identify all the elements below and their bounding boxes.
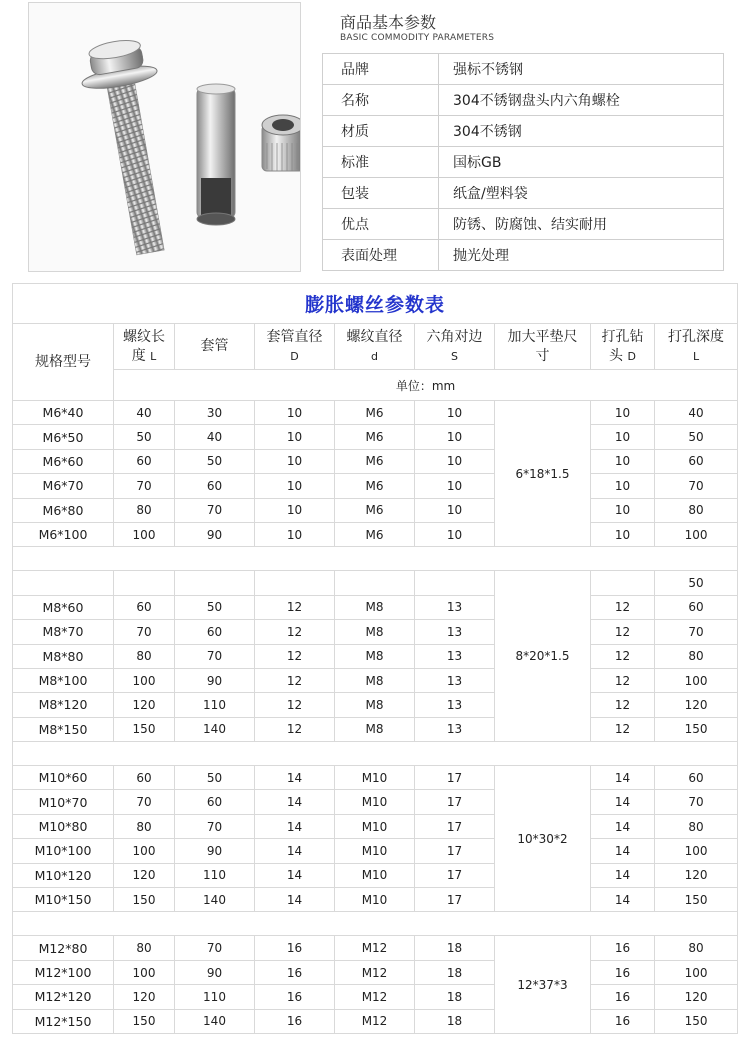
- header-hex: [415, 324, 495, 370]
- cell-model: M8*80: [13, 644, 114, 668]
- cell-depth: 150: [655, 1009, 738, 1033]
- cell-sleeve-diameter: 12: [255, 717, 335, 741]
- basic-params-table: [322, 53, 724, 271]
- cell-sleeve-diameter: 10: [255, 498, 335, 522]
- cell-model: M8*60: [13, 595, 114, 619]
- header-washer-line2: 寸: [535, 347, 550, 364]
- expansion-bolt-illustration: [29, 3, 301, 272]
- cell-thread-diameter: M6: [335, 449, 415, 473]
- param-key: 品牌: [323, 54, 439, 85]
- washer-size: 10*30*2: [495, 766, 591, 912]
- cell-model: M12*150: [13, 1009, 114, 1033]
- cell-thread-length: 70: [114, 620, 175, 644]
- header-hex-label: 六角对边: [426, 328, 483, 345]
- cell-hex: 10: [415, 522, 495, 546]
- param-row: [323, 116, 724, 147]
- param-value: 防锈、防腐蚀、结实耐用: [439, 209, 724, 240]
- cell-hex: 17: [415, 888, 495, 912]
- table-row: [13, 985, 738, 1009]
- cell-thread-diameter: M8: [335, 620, 415, 644]
- cell-hex: 10: [415, 401, 495, 425]
- cell-sleeve-diameter: 16: [255, 1009, 335, 1033]
- param-row: [323, 209, 724, 240]
- table-row: [13, 814, 738, 838]
- cell-model: M6*40: [13, 401, 114, 425]
- table-row: [13, 449, 738, 473]
- param-row: [323, 147, 724, 178]
- cell-thread-length: 150: [114, 1009, 175, 1033]
- cell-sleeve: 50: [175, 449, 255, 473]
- basic-params-subtitle: BASIC COMMODITY PARAMETERS: [340, 33, 495, 43]
- cell-thread-diameter: M12: [335, 936, 415, 960]
- cell-sleeve-diameter: 16: [255, 960, 335, 984]
- cell-sleeve-diameter: 14: [255, 814, 335, 838]
- cell-depth: 80: [655, 936, 738, 960]
- table-row: [13, 401, 738, 425]
- header-thread-diameter-unit: d: [371, 349, 378, 363]
- cell-hex: 17: [415, 766, 495, 790]
- cell-drill: 10: [591, 522, 655, 546]
- cell-model: M6*60: [13, 449, 114, 473]
- param-value: 强标不锈钢: [439, 54, 724, 85]
- table-row: [13, 766, 738, 790]
- cell-thread-length: 80: [114, 498, 175, 522]
- cell-sleeve-diameter: 12: [255, 644, 335, 668]
- cell-depth: 60: [655, 449, 738, 473]
- cell-hex: 17: [415, 863, 495, 887]
- cell-model: M6*100: [13, 522, 114, 546]
- cell-hex: 13: [415, 644, 495, 668]
- cell-sleeve-diameter: 12: [255, 595, 335, 619]
- param-key: 包装: [323, 178, 439, 209]
- cell-depth: 60: [655, 766, 738, 790]
- cell-thread-diameter: M6: [335, 498, 415, 522]
- cell-hex: 13: [415, 620, 495, 644]
- spacer-row: [13, 742, 738, 766]
- cell-sleeve: 90: [175, 839, 255, 863]
- cell-hex: 10: [415, 449, 495, 473]
- cell-drill: 12: [591, 620, 655, 644]
- cell-drill: 14: [591, 814, 655, 838]
- header-washer-line1: 加大平垫尺: [507, 328, 578, 345]
- param-value: 304不锈钢: [439, 116, 724, 147]
- cell-sleeve-diameter: 12: [255, 668, 335, 692]
- table-row: [13, 936, 738, 960]
- table-row: [13, 668, 738, 692]
- empty-cell: [13, 571, 114, 595]
- cell-sleeve-diameter: 14: [255, 888, 335, 912]
- cell-model: M10*100: [13, 839, 114, 863]
- table-row: [13, 498, 738, 522]
- table-row: [13, 474, 738, 498]
- cell-sleeve: 50: [175, 595, 255, 619]
- cell-thread-length: 50: [114, 425, 175, 449]
- cell-thread-diameter: M6: [335, 401, 415, 425]
- cell-hex: 13: [415, 668, 495, 692]
- cell-sleeve: 60: [175, 790, 255, 814]
- cell-thread-diameter: M10: [335, 888, 415, 912]
- cell-model: M10*120: [13, 863, 114, 887]
- header-washer: [495, 324, 591, 370]
- cell-thread-length: 80: [114, 814, 175, 838]
- header-thread-diameter: [335, 324, 415, 370]
- header-sleeve-diameter-unit: D: [290, 349, 299, 363]
- cell-model: M8*150: [13, 717, 114, 741]
- param-row: [323, 85, 724, 116]
- table-row: [13, 960, 738, 984]
- cell-hex: 17: [415, 839, 495, 863]
- cell-thread-length: 70: [114, 474, 175, 498]
- param-row: [323, 54, 724, 85]
- cell-thread-diameter: M6: [335, 474, 415, 498]
- cell-sleeve: 70: [175, 644, 255, 668]
- cell-thread-length: 120: [114, 985, 175, 1009]
- cell-depth: 100: [655, 960, 738, 984]
- header-depth-unit: L: [692, 349, 700, 363]
- cell-hex: 17: [415, 814, 495, 838]
- cell-hex: 18: [415, 936, 495, 960]
- header-drill-line1: 打孔钻: [601, 328, 644, 345]
- cell-thread-diameter: M10: [335, 790, 415, 814]
- cell-sleeve-diameter: 10: [255, 449, 335, 473]
- cell-drill: 10: [591, 425, 655, 449]
- cell-drill: 12: [591, 595, 655, 619]
- product-photo: [28, 2, 301, 272]
- param-value: 304不锈钢盘头内六角螺栓: [439, 85, 724, 116]
- cell-thread-length: 150: [114, 717, 175, 741]
- cell-sleeve: 90: [175, 522, 255, 546]
- cell-model: M10*150: [13, 888, 114, 912]
- cell-model: M12*100: [13, 960, 114, 984]
- cell-hex: 18: [415, 960, 495, 984]
- table-row: [13, 644, 738, 668]
- washer-size: 12*37*3: [495, 936, 591, 1034]
- empty-cell: [175, 571, 255, 595]
- cell-thread-length: 150: [114, 888, 175, 912]
- cell-sleeve: 60: [175, 474, 255, 498]
- cell-thread-diameter: M8: [335, 668, 415, 692]
- header-sleeve: 套管: [175, 324, 255, 370]
- unit-label: 单位：mm: [114, 370, 738, 401]
- table-row: [13, 888, 738, 912]
- table-row: [13, 693, 738, 717]
- cell-thread-diameter: M12: [335, 985, 415, 1009]
- cell-thread-length: 70: [114, 790, 175, 814]
- spec-table: [12, 283, 738, 1034]
- cell-drill: 14: [591, 839, 655, 863]
- header-drill-unit: D: [627, 349, 636, 363]
- header-depth: [655, 324, 738, 370]
- cell-sleeve: 70: [175, 814, 255, 838]
- cell-thread-diameter: M6: [335, 425, 415, 449]
- cell-thread-diameter: M8: [335, 644, 415, 668]
- spacer-row: [13, 912, 738, 936]
- table-row: [13, 717, 738, 741]
- empty-cell: [335, 571, 415, 595]
- cell-sleeve-diameter: 14: [255, 839, 335, 863]
- cell-sleeve: 90: [175, 960, 255, 984]
- cell-model: M10*70: [13, 790, 114, 814]
- header-thread-diameter-label: 螺纹直径: [346, 328, 403, 345]
- table-row: [13, 1009, 738, 1033]
- param-row: [323, 240, 724, 271]
- cell-sleeve-diameter: 10: [255, 474, 335, 498]
- cell-thread-diameter: M10: [335, 839, 415, 863]
- basic-params-title: 商品基本参数: [340, 13, 437, 32]
- washer-size: 8*20*1.5: [495, 571, 591, 742]
- cell-depth: 70: [655, 790, 738, 814]
- header-sleeve-diameter-label: 套管直径: [266, 328, 323, 345]
- table-row: [13, 620, 738, 644]
- cell-thread-diameter: M8: [335, 717, 415, 741]
- cell-sleeve: 110: [175, 863, 255, 887]
- param-key: 表面处理: [323, 240, 439, 271]
- cell-depth: 50: [655, 425, 738, 449]
- cell-drill: 16: [591, 936, 655, 960]
- cell-drill: 10: [591, 449, 655, 473]
- header-drill: [591, 324, 655, 370]
- cell-hex: 13: [415, 717, 495, 741]
- cell-sleeve: 110: [175, 985, 255, 1009]
- cell-hex: 10: [415, 498, 495, 522]
- header-hex-unit: S: [451, 349, 458, 363]
- param-key: 名称: [323, 85, 439, 116]
- cell-thread-length: 100: [114, 522, 175, 546]
- param-key: 优点: [323, 209, 439, 240]
- table-row: [13, 522, 738, 546]
- cell-depth: 120: [655, 693, 738, 717]
- spacer-cell: [13, 742, 738, 766]
- spacer-cell: [13, 547, 738, 571]
- cell-drill: 14: [591, 790, 655, 814]
- cell-drill: 12: [591, 644, 655, 668]
- cell-thread-length: 120: [114, 863, 175, 887]
- cell-hex: 10: [415, 474, 495, 498]
- cell-thread-diameter: M10: [335, 863, 415, 887]
- cell-drill: 10: [591, 401, 655, 425]
- cell-depth: 120: [655, 985, 738, 1009]
- cell-drill: 16: [591, 960, 655, 984]
- cell-sleeve-diameter: 16: [255, 985, 335, 1009]
- cell-sleeve: 40: [175, 425, 255, 449]
- cell-thread-diameter: M8: [335, 693, 415, 717]
- param-value: 国标GB: [439, 147, 724, 178]
- header-drill-line2: 头: [609, 347, 624, 364]
- cell-sleeve: 60: [175, 620, 255, 644]
- cell-drill: 12: [591, 717, 655, 741]
- cell-thread-length: 80: [114, 644, 175, 668]
- cell-depth: 80: [655, 498, 738, 522]
- table-row: [13, 571, 738, 595]
- spec-table-title: 膨胀螺丝参数表: [13, 284, 738, 324]
- cell-drill: 16: [591, 1009, 655, 1033]
- cell-thread-length: 40: [114, 401, 175, 425]
- cell-model: M12*80: [13, 936, 114, 960]
- cell-sleeve: 140: [175, 1009, 255, 1033]
- cell-depth: 50: [655, 571, 738, 595]
- empty-cell: [255, 571, 335, 595]
- param-value: 纸盒/塑料袋: [439, 178, 724, 209]
- cell-drill: 14: [591, 863, 655, 887]
- cell-sleeve: 140: [175, 717, 255, 741]
- header-thread-length: [114, 324, 175, 370]
- cell-thread-diameter: M6: [335, 522, 415, 546]
- param-value: 抛光处理: [439, 240, 724, 271]
- cell-model: M10*60: [13, 766, 114, 790]
- header-depth-label: 打孔深度: [668, 328, 725, 345]
- cell-model: M6*70: [13, 474, 114, 498]
- cell-sleeve-diameter: 10: [255, 522, 335, 546]
- cell-sleeve: 110: [175, 693, 255, 717]
- cell-thread-diameter: M10: [335, 814, 415, 838]
- header-thread-length-line1: 螺纹长: [123, 328, 165, 345]
- cell-model: M6*50: [13, 425, 114, 449]
- table-row: [13, 839, 738, 863]
- cell-hex: 17: [415, 790, 495, 814]
- cell-depth: 70: [655, 620, 738, 644]
- cell-depth: 150: [655, 888, 738, 912]
- cell-thread-length: 60: [114, 766, 175, 790]
- cell-thread-diameter: M12: [335, 960, 415, 984]
- cell-sleeve: 70: [175, 498, 255, 522]
- empty-cell: [114, 571, 175, 595]
- cell-thread-length: 60: [114, 595, 175, 619]
- table-row: [13, 863, 738, 887]
- cell-sleeve: 70: [175, 936, 255, 960]
- header-model: 规格型号: [13, 324, 114, 401]
- cell-sleeve-diameter: 16: [255, 936, 335, 960]
- cell-sleeve: 140: [175, 888, 255, 912]
- cell-hex: 13: [415, 693, 495, 717]
- table-row: [13, 790, 738, 814]
- cell-sleeve-diameter: 10: [255, 425, 335, 449]
- cell-thread-diameter: M12: [335, 1009, 415, 1033]
- param-row: [323, 178, 724, 209]
- cell-thread-length: 80: [114, 936, 175, 960]
- cell-thread-length: 60: [114, 449, 175, 473]
- cell-sleeve-diameter: 14: [255, 766, 335, 790]
- cell-hex: 13: [415, 595, 495, 619]
- cell-drill: 16: [591, 985, 655, 1009]
- cell-model: M6*80: [13, 498, 114, 522]
- header-thread-length-line2: 度: [131, 347, 146, 364]
- param-key: 标准: [323, 147, 439, 178]
- header-sleeve-diameter: [255, 324, 335, 370]
- cell-drill: 10: [591, 498, 655, 522]
- table-row: [13, 595, 738, 619]
- cell-drill: 12: [591, 668, 655, 692]
- header-thread-length-unit: L: [150, 349, 157, 363]
- cell-hex: 18: [415, 985, 495, 1009]
- cell-sleeve: 90: [175, 668, 255, 692]
- cell-drill: 14: [591, 766, 655, 790]
- cell-model: M8*120: [13, 693, 114, 717]
- cell-model: M10*80: [13, 814, 114, 838]
- washer-size: 6*18*1.5: [495, 401, 591, 547]
- cell-thread-length: 100: [114, 960, 175, 984]
- cell-thread-diameter: M10: [335, 766, 415, 790]
- cell-drill: 12: [591, 693, 655, 717]
- cell-thread-length: 100: [114, 839, 175, 863]
- empty-cell: [591, 571, 655, 595]
- cell-hex: 10: [415, 425, 495, 449]
- cell-depth: 80: [655, 644, 738, 668]
- spacer-cell: [13, 912, 738, 936]
- cell-depth: 40: [655, 401, 738, 425]
- cell-model: M8*100: [13, 668, 114, 692]
- spacer-row: [13, 547, 738, 571]
- cell-depth: 100: [655, 522, 738, 546]
- cell-sleeve: 30: [175, 401, 255, 425]
- cell-depth: 60: [655, 595, 738, 619]
- cell-thread-length: 100: [114, 668, 175, 692]
- cell-sleeve-diameter: 14: [255, 790, 335, 814]
- cell-hex: 18: [415, 1009, 495, 1033]
- cell-sleeve-diameter: 10: [255, 401, 335, 425]
- table-row: [13, 425, 738, 449]
- cell-drill: 10: [591, 474, 655, 498]
- cell-sleeve-diameter: 12: [255, 620, 335, 644]
- cell-thread-diameter: M8: [335, 595, 415, 619]
- cell-depth: 150: [655, 717, 738, 741]
- cell-depth: 120: [655, 863, 738, 887]
- cell-model: M12*120: [13, 985, 114, 1009]
- cell-sleeve-diameter: 14: [255, 863, 335, 887]
- cell-depth: 70: [655, 474, 738, 498]
- cell-sleeve: 50: [175, 766, 255, 790]
- cell-thread-length: 120: [114, 693, 175, 717]
- cell-sleeve-diameter: 12: [255, 693, 335, 717]
- empty-cell: [415, 571, 495, 595]
- cell-depth: 80: [655, 814, 738, 838]
- cell-model: M8*70: [13, 620, 114, 644]
- cell-drill: 14: [591, 888, 655, 912]
- cell-depth: 100: [655, 668, 738, 692]
- param-key: 材质: [323, 116, 439, 147]
- cell-depth: 100: [655, 839, 738, 863]
